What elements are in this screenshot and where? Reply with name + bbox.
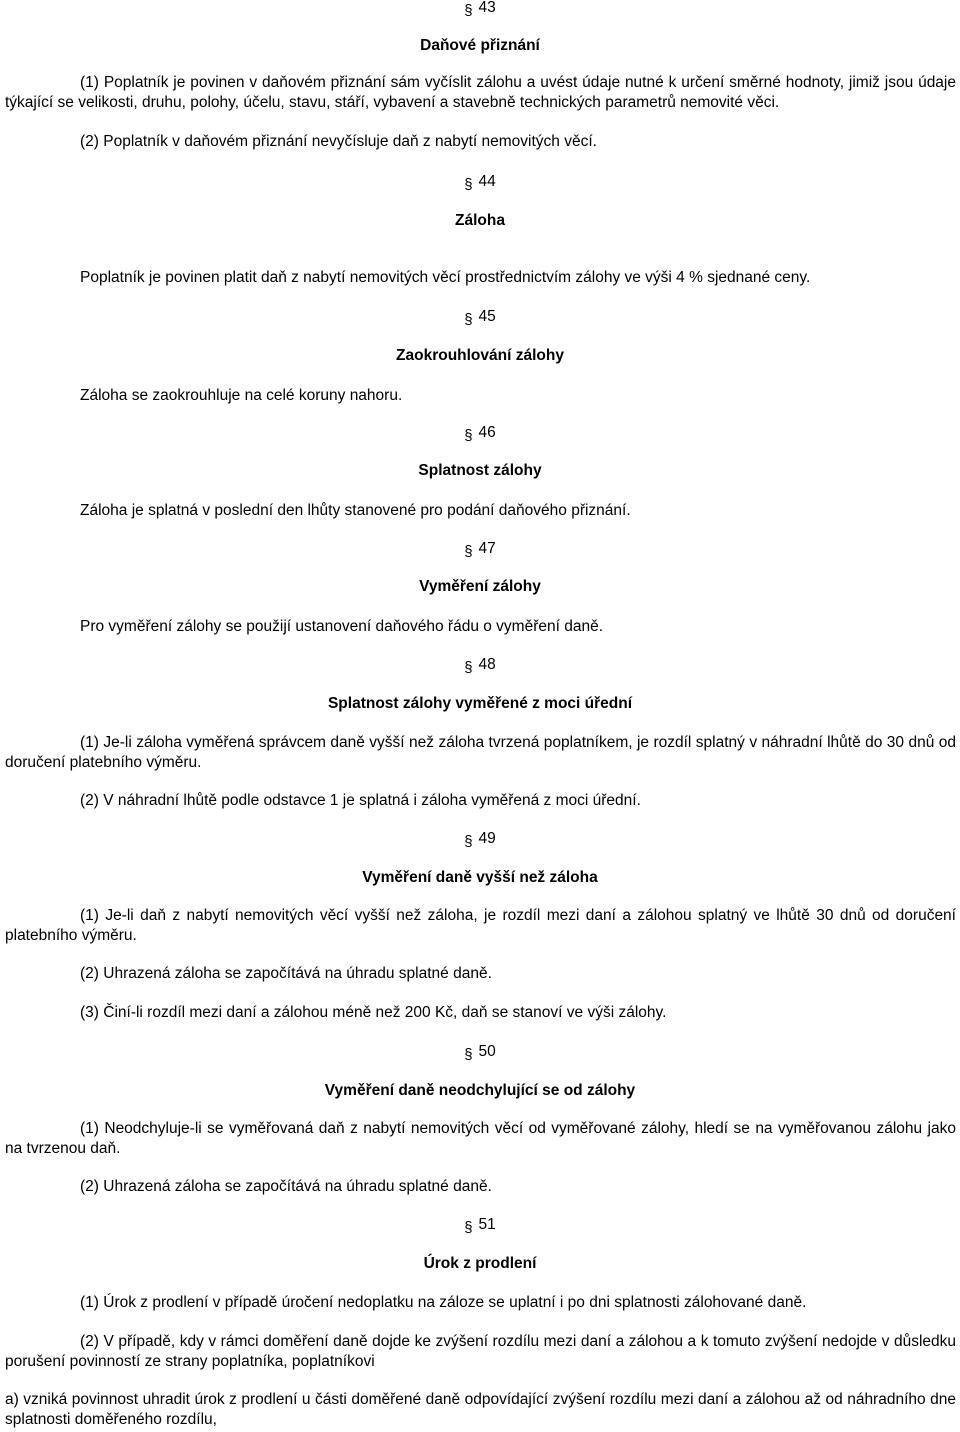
section-number-48: § 48 xyxy=(0,655,960,678)
paragraph-49-2: (2) Uhrazená záloha se započítává na úhradu splatné daně. xyxy=(80,965,492,982)
paragraph-51-1: (1) Úrok z prodlení v případě úročení nedoplatku na záloze se uplatní i po dni splatnosti zálohované daně. xyxy=(80,1294,807,1311)
section-number-47: § 47 xyxy=(0,539,960,562)
paragraph-49-1: (1) Je-li daň z nabytí nemovitých věcí vyšší než záloha, je rozdíl mezi daní a zálohou splatný ve lhůtě 30 dnů od doručení platebního výměru. xyxy=(5,907,956,944)
paragraph-45-1: Záloha se zaokrouhluje na celé koruny nahoru. xyxy=(80,387,403,404)
section-title-43: Daňové přiznání xyxy=(420,37,540,54)
section-number-45: § 45 xyxy=(0,307,960,330)
paragraph-43-1: (1) Poplatník je povinen v daňovém přiznání sám vyčíslit zálohu a uvést údaje nutné k určení směrné hodnoty, jimiž jsou údaje týkající se velikosti, druhu, polohy, účelu, stavu, stáří, vybavení a stavebně technických parametrů nemovité věci. xyxy=(5,74,956,111)
section-title-51: Úrok z prodlení xyxy=(423,1255,537,1272)
section-number-44: § 44 xyxy=(0,172,960,195)
paragraph-47-1: Pro vyměření zálohy se použijí ustanovení daňového řádu o vyměření daně. xyxy=(80,618,604,635)
paragraph-44-1: Poplatník je povinen platit daň z nabytí nemovitých věcí prostřednictvím zálohy ve výši 4 % sjednané ceny. xyxy=(80,269,811,286)
section-title-46: Splatnost zálohy xyxy=(418,462,542,479)
section-number-50: § 50 xyxy=(0,1042,960,1065)
paragraph-46-1: Záloha je splatná v poslední den lhůty stanovené pro podání daňového přiznání. xyxy=(80,502,631,519)
paragraph-51-3: a) vzniká povinnost uhradit úrok z prodlení u části doměřené daně odpovídající zvýšení rozdílu mezi daní a zálohou až od náhradního dne splatnosti doměřeného rozdílu, xyxy=(5,1391,956,1428)
section-title-50: Vyměření daně neodchylující se od zálohy xyxy=(324,1082,636,1099)
section-number-46: § 46 xyxy=(0,423,960,446)
section-title-47: Vyměření zálohy xyxy=(419,578,541,595)
section-title-44: Záloha xyxy=(455,212,505,229)
section-title-48: Splatnost zálohy vyměřené z moci úřední xyxy=(327,695,633,712)
section-number-51: § 51 xyxy=(0,1215,960,1238)
paragraph-50-1: (1) Neodchyluje-li se vyměřovaná daň z nabytí nemovitých věcí od vyměřované zálohy, hledí se na vyměřovanou zálohu jako na tvrzenou daň. xyxy=(5,1120,956,1157)
section-title-49: Vyměření daně vyšší než záloha xyxy=(362,869,598,886)
paragraph-50-2: (2) Uhrazená záloha se započítává na úhradu splatné daně. xyxy=(80,1178,492,1195)
paragraph-48-1: (1) Je-li záloha vyměřená správcem daně vyšší než záloha tvrzená poplatníkem, je rozdíl splatný v náhradní lhůtě do 30 dnů od doručení platebního výměru. xyxy=(5,734,956,771)
paragraph-48-2: (2) V náhradní lhůtě podle odstavce 1 je splatná i záloha vyměřená z moci úřední. xyxy=(80,792,641,809)
paragraph-51-2: (2) V případě, kdy v rámci doměření daně dojde ke zvýšení rozdílu mezi daní a zálohou a k tomuto zvýšení nedojde v důsledku porušení povinností ze strany poplatníka, poplatníkovi xyxy=(5,1333,956,1370)
section-title-45: Zaokrouhlování zálohy xyxy=(396,347,564,364)
paragraph-49-3: (3) Činí-li rozdíl mezi daní a zálohou méně než 200 Kč, daň se stanoví ve výši zálohy. xyxy=(80,1004,667,1021)
section-number-49: § 49 xyxy=(0,829,960,852)
paragraph-43-2: (2) Poplatník v daňovém přiznání nevyčísluje daň z nabytí nemovitých věcí. xyxy=(80,133,597,150)
section-number-43: § 43 xyxy=(0,0,960,21)
